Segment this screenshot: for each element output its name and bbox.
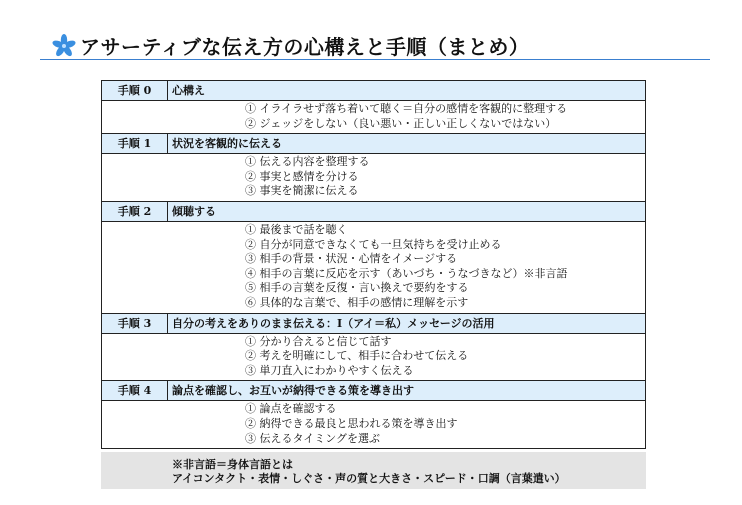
step-1-items xyxy=(102,154,645,202)
nonverbal-note xyxy=(101,452,646,489)
step-4-label: 手順 4 xyxy=(102,381,168,400)
note-body: アイコンタクト・表情・しぐさ・声の質と大きさ・スピード・口調（言葉遣い） xyxy=(172,472,566,485)
step-3-title: 自分の考えをありのまま伝える：I（アイ＝私）メッセージの活用 xyxy=(172,316,495,330)
title-underline xyxy=(40,59,710,60)
note-heading: ※非言語＝身体言語とは xyxy=(172,458,293,471)
list-item: ④ 相手の言葉に反応を示す（あいづち・うなづきなど）※非言語 xyxy=(245,266,568,280)
step-2-items xyxy=(102,222,645,314)
page-header xyxy=(0,0,742,62)
list-item: ⑤ 相手の言葉を反復・言い換えで要約をする xyxy=(245,281,469,295)
list-item: ① 伝える内容を整理する xyxy=(245,155,370,169)
list-item: ② ジェッジをしない（良い悪い・正しい正しくないではない） xyxy=(245,116,557,130)
step-4-header xyxy=(102,381,645,401)
step-2-header xyxy=(102,202,645,222)
list-item: ② 考えを明確にして、相手に合わせて伝える xyxy=(245,349,469,363)
step-3-header xyxy=(102,314,645,334)
step-0-items xyxy=(102,101,645,134)
steps-table xyxy=(101,80,646,449)
step-1-label: 手順 1 xyxy=(102,134,168,153)
list-item: ⑥ 具体的な言葉で、相手の感情に理解を示す xyxy=(245,295,469,309)
list-item: ② 納得できる最良と思われる策を導き出す xyxy=(245,416,458,430)
step-4-items xyxy=(102,401,645,448)
step-0-header xyxy=(102,81,645,101)
step-2-title: 傾聴する xyxy=(172,204,216,218)
list-item: ③ 相手の背景・状況・心情をイメージする xyxy=(245,252,458,266)
step-1-header xyxy=(102,134,645,154)
list-item: ③ 単刀直入にわかりやすく伝える xyxy=(245,363,414,377)
list-item: ① 分かり合えると信じて話す xyxy=(245,334,392,348)
list-item: ① 論点を確認する xyxy=(245,402,337,416)
list-item: ③ 伝えるタイミングを選ぶ xyxy=(245,431,381,445)
step-3-items xyxy=(102,334,645,382)
flower-icon xyxy=(52,34,76,58)
step-2-label: 手順 2 xyxy=(102,202,168,221)
step-0-label: 手順 0 xyxy=(102,81,168,100)
step-1-title: 状況を客観的に伝える xyxy=(172,137,282,151)
step-0-title: 心構え xyxy=(172,84,205,97)
list-item: ① 最後まで話を聴く xyxy=(245,222,348,236)
page-title: アサーティブな伝え方の心構えと手順（まとめ） xyxy=(80,35,530,59)
step-3-label: 手順 3 xyxy=(102,314,168,333)
list-item: ② 事実と感情を分ける xyxy=(245,169,359,183)
list-item: ③ 事実を簡潔に伝える xyxy=(245,184,359,198)
step-4-title: 論点を確認し、お互いが納得できる策を導き出す xyxy=(172,384,414,398)
list-item: ② 自分が同意できなくても一旦気持ちを受け止める xyxy=(245,237,502,251)
list-item: ① イライラせず落ち着いて聴く＝自分の感情を客観的に整理する xyxy=(245,102,568,115)
